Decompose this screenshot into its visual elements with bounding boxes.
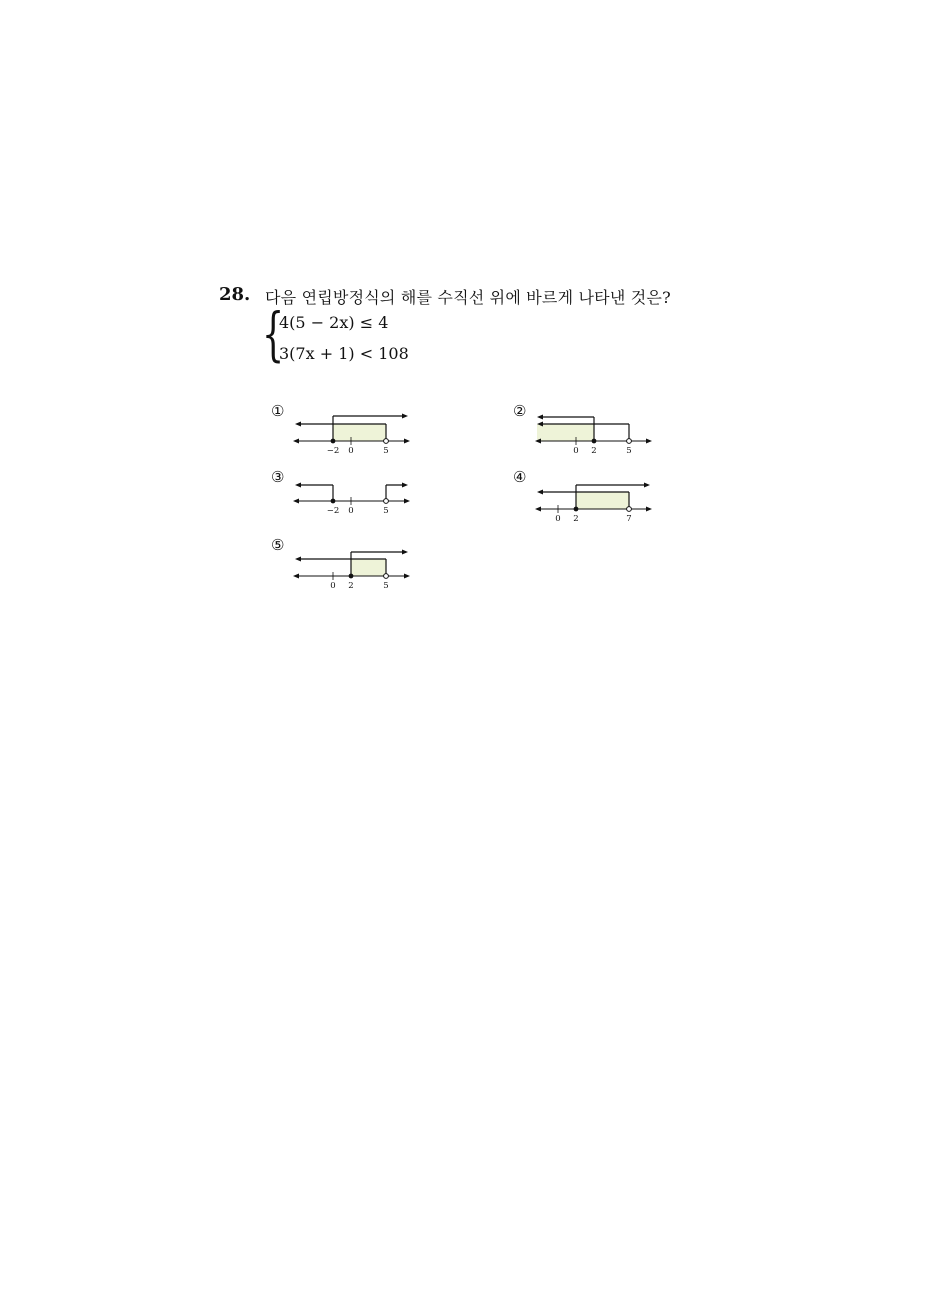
- solution-region: [351, 559, 386, 576]
- tick-label: −2: [326, 446, 340, 456]
- tick-label: 5: [626, 446, 632, 456]
- choice-4-marker[interactable]: ④: [513, 468, 527, 486]
- choice-3-number-line[interactable]: [290, 476, 414, 526]
- tick-label: 2: [591, 446, 597, 456]
- tick-label: 0: [348, 446, 354, 456]
- solution-region: [333, 424, 386, 441]
- solution-region: [537, 424, 594, 441]
- choice-4-number-line[interactable]: [532, 476, 656, 526]
- tick-label: −2: [326, 506, 340, 516]
- choice-2-marker[interactable]: ②: [513, 402, 527, 420]
- choice-3-marker[interactable]: ③: [271, 468, 285, 486]
- tick-label: 0: [348, 506, 354, 516]
- tick-label: 0: [330, 581, 336, 591]
- tick-label: 0: [573, 446, 579, 456]
- problem-stem: 다음 연립방정식의 해를 수직선 위에 바르게 나타낸 것은?: [265, 288, 671, 307]
- tick-label: 0: [555, 514, 561, 524]
- tick-label: 5: [383, 446, 389, 456]
- tick-label: 7: [626, 514, 632, 524]
- choice-1-marker[interactable]: ①: [271, 402, 285, 420]
- problem-number: 28.: [219, 284, 251, 305]
- system-brace: {: [262, 300, 285, 368]
- tick-label: 2: [348, 581, 354, 591]
- solution-region: [576, 492, 629, 509]
- tick-label: 5: [383, 506, 389, 516]
- choice-5-marker[interactable]: ⑤: [271, 536, 285, 554]
- inequality-1: 4(5 − 2x) ≤ 4: [279, 313, 389, 332]
- choice-2-number-line[interactable]: [532, 408, 656, 458]
- tick-label: 5: [383, 581, 389, 591]
- inequality-2: 3(7x + 1) < 108: [279, 344, 409, 363]
- choice-1-number-line[interactable]: [290, 408, 414, 458]
- tick-label: 2: [573, 514, 579, 524]
- choice-5-number-line[interactable]: [290, 543, 414, 593]
